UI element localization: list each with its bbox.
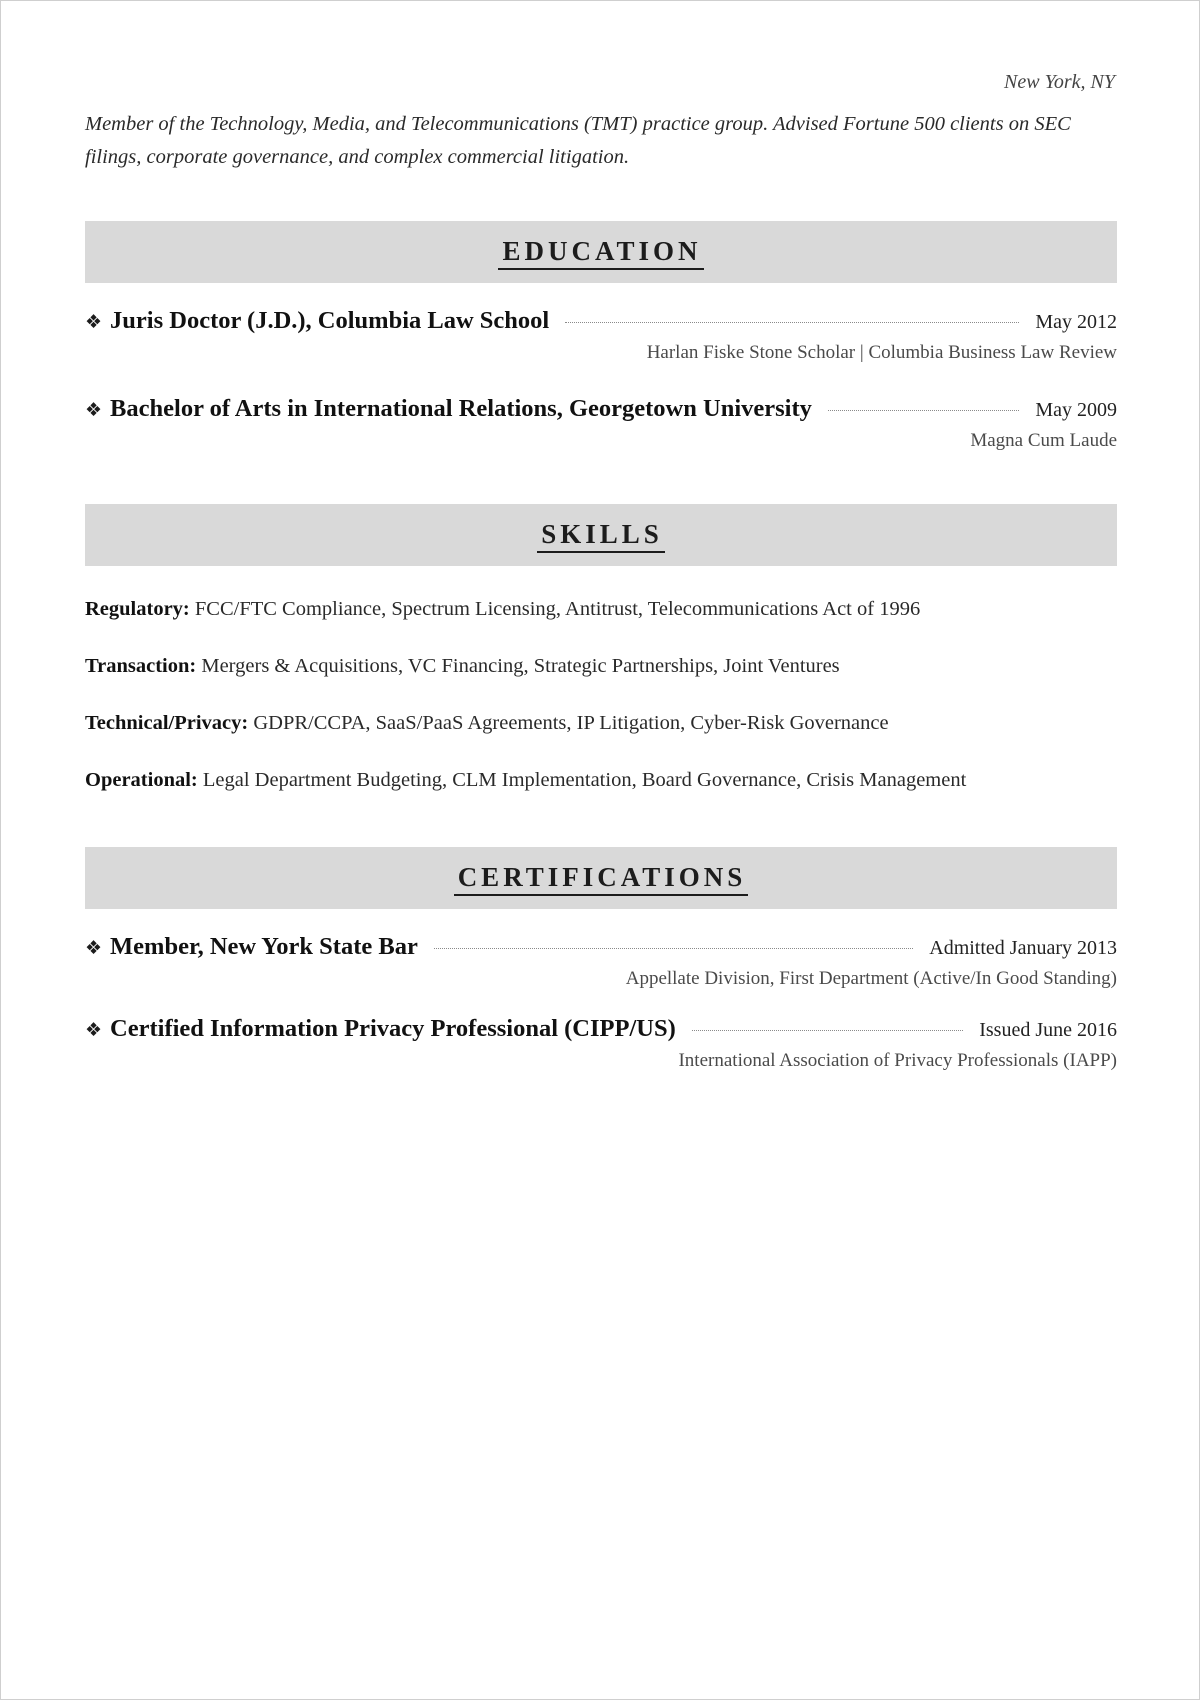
graduation-date: May 2009 (1035, 399, 1117, 421)
dotted-leader (434, 947, 913, 949)
skill-line (85, 712, 1117, 735)
skill-line (85, 769, 1117, 792)
skill-category-values: GDPR/CCPA, SaaS/PaaS Agreements, IP Litigation, Cyber-Risk Governance (253, 712, 889, 734)
education-detail: Harlan Fiske Stone Scholar | Columbia Business Law Review (646, 342, 1117, 363)
diamond-bullet-icon: ❖ (85, 399, 103, 421)
professional-summary: Member of the Technology, Media, and Telecommunications (TMT) practice group. Advised Fortune 500 clients on SEC filings, corporate governance, and complex commercial litigation. (85, 113, 1071, 168)
certifications-section-title: CERTIFICATIONS (454, 861, 749, 896)
skill-category-values: FCC/FTC Compliance, Spectrum Licensing, Antitrust, Telecommunications Act of 1996 (194, 598, 921, 620)
skill-category-label: Operational: (85, 769, 198, 791)
degree-title: Bachelor of Arts in International Relations, Georgetown University (110, 395, 812, 422)
skill-category-label: Transaction: (85, 655, 197, 677)
skill-line (85, 598, 1117, 621)
certification-title: Certified Information Privacy Professional (CIPP/US) (110, 1015, 676, 1042)
education-section-header (85, 221, 1117, 283)
certification-title: Member, New York State Bar (110, 933, 418, 960)
certification-date: Issued June 2016 (979, 1019, 1117, 1041)
dotted-leader (565, 321, 1019, 323)
dotted-leader (828, 409, 1019, 411)
certifications-section-header (85, 847, 1117, 909)
skills-section-title: SKILLS (537, 518, 665, 553)
skills-section-header (85, 504, 1117, 566)
diamond-bullet-icon: ❖ (85, 1019, 103, 1041)
certification-entry (85, 933, 1117, 990)
certification-detail: Appellate Division, First Department (Active/In Good Standing) (625, 968, 1117, 989)
education-entry (85, 307, 1117, 364)
skill-category-label: Regulatory: (85, 598, 190, 620)
location: New York, NY (1004, 71, 1115, 93)
dotted-leader (692, 1029, 964, 1031)
skill-line (85, 655, 1117, 678)
education-section-title: EDUCATION (498, 235, 703, 270)
skill-category-values: Legal Department Budgeting, CLM Implementation, Board Governance, Crisis Management (202, 769, 967, 791)
skill-category-values: Mergers & Acquisitions, VC Financing, Strategic Partnerships, Joint Ventures (201, 655, 840, 677)
diamond-bullet-icon: ❖ (85, 311, 103, 333)
certification-date: Admitted January 2013 (929, 937, 1117, 959)
certification-detail: International Association of Privacy Professionals (IAPP) (678, 1050, 1117, 1071)
education-detail: Magna Cum Laude (970, 430, 1117, 451)
certification-entry (85, 1015, 1117, 1072)
education-entry (85, 395, 1117, 452)
graduation-date: May 2012 (1035, 311, 1117, 333)
degree-title: Juris Doctor (J.D.), Columbia Law School (110, 307, 550, 334)
diamond-bullet-icon: ❖ (85, 937, 103, 959)
skill-category-label: Technical/Privacy: (85, 712, 249, 734)
